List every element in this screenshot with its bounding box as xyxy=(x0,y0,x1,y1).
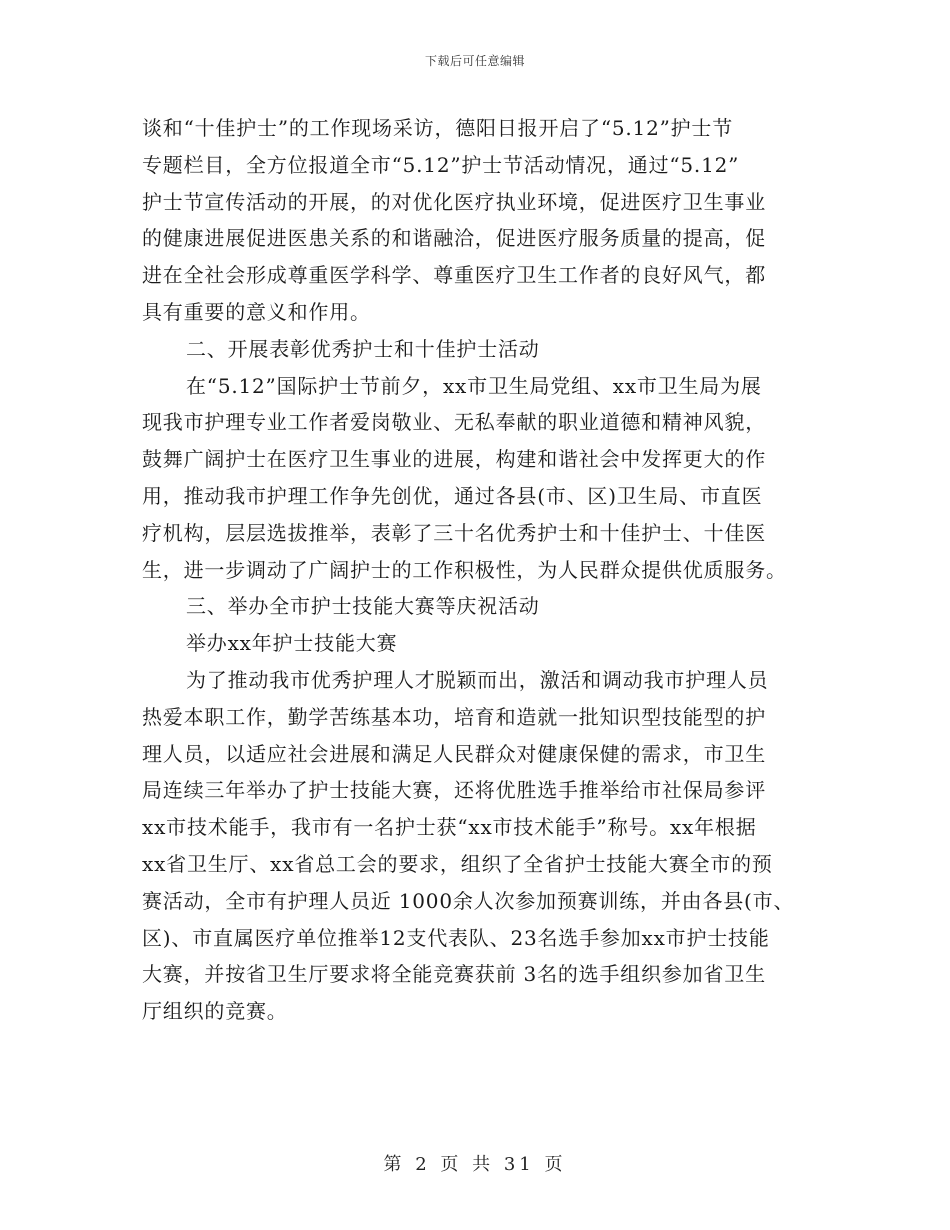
page-number: 第 2 页 共 31 页 xyxy=(383,1154,567,1175)
body-line: 现我市护理专业工作者爱岗敬业、无私奉献的职业道德和精神风貌， xyxy=(142,410,766,435)
body-line: xx省卫生厅、xx省总工会的要求，组织了全省护士技能大赛全市的预 xyxy=(142,851,773,876)
body-line: 的健康进展促进医患关系的和谐融洽，促进医疗服务质量的提高，促 xyxy=(142,226,766,251)
section-heading: 二、开展表彰优秀护士和十佳护士活动 xyxy=(186,336,540,361)
body-line: 护士节宣传活动的开展，的对优化医疗执业环境，促进医疗卫生事业 xyxy=(142,189,766,214)
body-line: 热爱本职工作，勤学苦练基本功，培育和造就一批知识型技能型的护 xyxy=(142,704,766,729)
body-line: 谈和“十佳护士”的工作现场采访，德阳日报开启了“5.12”护士节 xyxy=(142,116,734,140)
body-line: 大赛，并按省卫生厅要求将全能竞赛获前 3名的选手组织参加省卫生 xyxy=(142,962,766,987)
body-line: 疗机构，层层选拔推举，表彰了三十名优秀护士和十佳护士、十佳医 xyxy=(142,520,766,545)
header-note: 下载后可任意编辑 xyxy=(424,54,525,68)
body-line: xx市技术能手，我市有一名护士获“xx市技术能手”称号。xx年根据 xyxy=(142,815,757,840)
body-line: 赛活动，全市有护理人员近 1000余人次参加预赛训练，并由各县(市、 xyxy=(142,888,795,913)
body-line: 进在全社会形成尊重医学科学、尊重医疗卫生工作者的良好风气，都 xyxy=(142,263,766,288)
body-line: 生，进一步调动了广阔护士的工作积极性，为人民群众提供优质服务。 xyxy=(142,557,787,582)
body-line: 局连续三年举办了护士技能大赛，还将优胜选手推举给市社保局参评 xyxy=(142,778,766,803)
body-line: 用，推动我市护理工作争先创优，通过各县(市、区)卫生局、市直医 xyxy=(142,483,763,508)
paragraph-start-line: 在“5.12”国际护士节前夕，xx市卫生局党组、xx市卫生局为展 xyxy=(186,373,762,398)
section-heading: 三、举办全市护士技能大赛等庆祝活动 xyxy=(186,594,540,619)
body-line: 鼓舞广阔护士在医疗卫生事业的进展，构建和谐社会中发挥更大的作 xyxy=(142,447,766,472)
subheading: 举办xx年护士技能大赛 xyxy=(186,631,398,656)
body-line: 区)、市直属医疗单位推举12支代表队、23名选手参加xx市护士技能 xyxy=(142,925,770,950)
body-line: 专题栏目，全方位报道全市“5.12”护士节活动情况，通过“5.12” xyxy=(142,152,740,177)
document-body xyxy=(142,110,802,1030)
body-line: 具有重要的意义和作用。 xyxy=(142,299,371,324)
paragraph-start-line: 为了推动我市优秀护理人才脱颖而出，激活和调动我市护理人员 xyxy=(186,667,769,692)
body-line: 厅组织的竞赛。 xyxy=(142,999,288,1024)
body-line: 理人员，以适应社会进展和满足人民群众对健康保健的需求，市卫生 xyxy=(142,741,766,766)
